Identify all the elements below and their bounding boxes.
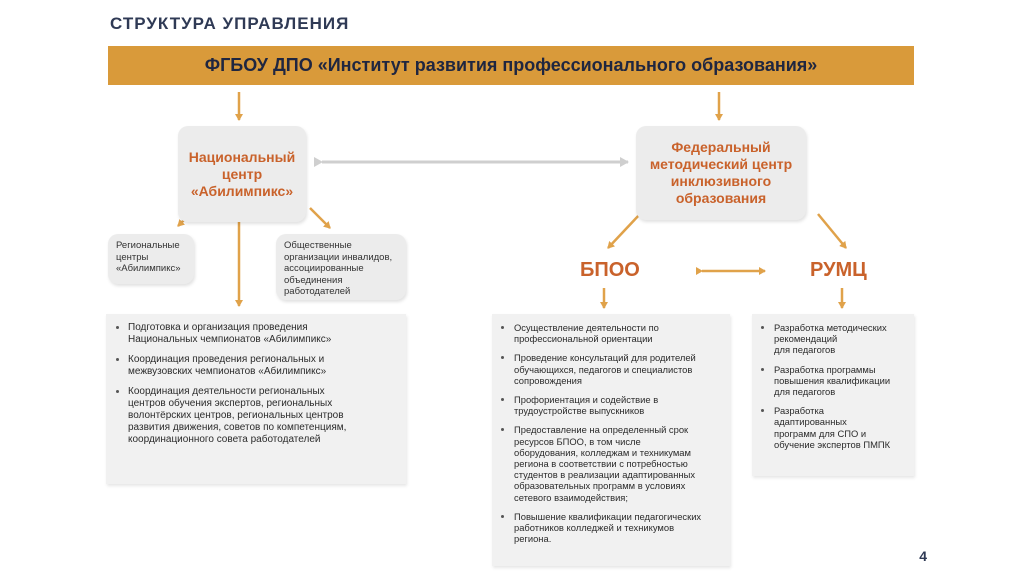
national-center-node <box>178 126 306 222</box>
arrow-national-to-public <box>310 208 330 228</box>
rumc-label: РУМЦ <box>810 259 867 281</box>
organization-banner: ФГБОУ ДПО «Институт развития профессионального образования» <box>108 46 914 85</box>
rumc-functions-list <box>752 314 914 476</box>
arrow-federal-to-bpoo <box>608 214 640 248</box>
federal-center-label: Федеральный методический центр инклюзивного образования <box>649 139 793 206</box>
list-item: • Разработка программы повышения квалификации для педагогов <box>774 364 902 398</box>
bpoo-label: БПОО <box>580 259 640 281</box>
regional-centers-box: Региональные центры «Абилимпикс» <box>108 234 194 284</box>
list-item: • Координация проведения региональных и межвузовских чемпионатов «Абилимпикс» <box>128 354 394 378</box>
list-item: • Разработка адаптированных программ для СПО и обучение экспертов ПМПК <box>774 405 902 450</box>
slide-title: СТРУКТУРА УПРАВЛЕНИЯ <box>110 14 350 33</box>
public-organizations-box: Общественные организации инвалидов, ассоциированные объединения работодателей <box>276 234 406 300</box>
national-functions-list <box>106 314 406 484</box>
list-item: • Повышение квалификации педагогических работников колледжей и техникумов региона. <box>514 511 718 545</box>
list-item: • Проведение консультаций для родителей обучающихся, педагогов и специалистов сопровождения <box>514 352 718 386</box>
arrow-federal-to-rumc <box>818 214 846 248</box>
page-number: 4 <box>919 548 927 564</box>
federal-center-node <box>636 126 806 220</box>
bpoo-functions-list <box>492 314 730 566</box>
list-item: • Координация деятельности региональных центров обучения экспертов, региональных волонтёрских центров, региональных центров развития движения, советов по компетенциям, координационного совета работодателей <box>128 386 394 446</box>
national-center-label: Национальный центр «Абилимпикс» <box>188 148 296 199</box>
list-item: • Предоставление на определенный срок ресурсов БПОО, в том числе оборудования, колледжам и техникумам региона в соответствии с потребностью студентов в реализации адаптированных образовательных программ в условиях сетевого взаимодействия; <box>514 424 718 502</box>
list-item: • Разработка методических рекомендаций для педагогов <box>774 322 902 356</box>
list-item: • Профориентация и содействие в трудоустройстве выпускников <box>514 394 718 416</box>
list-item: • Подготовка и организация проведения Национальных чемпионатов «Абилимпикс» <box>128 322 394 346</box>
list-item: • Осуществление деятельности по профессиональной ориентации <box>514 322 718 344</box>
